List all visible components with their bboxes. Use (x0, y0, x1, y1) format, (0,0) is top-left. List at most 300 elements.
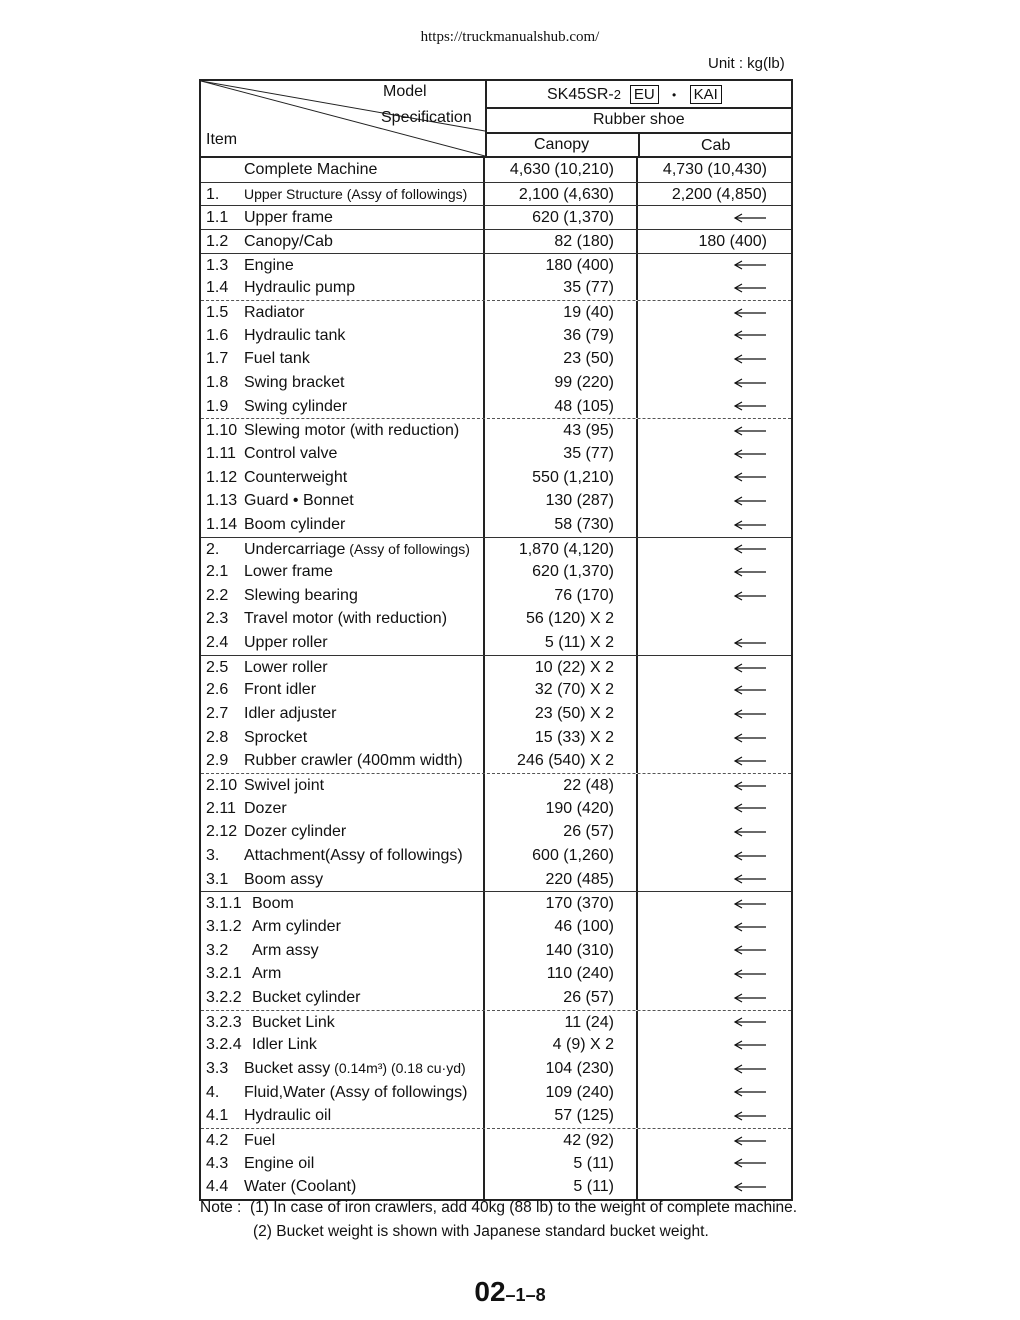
cab-weight (638, 371, 791, 395)
table-row (201, 868, 791, 892)
item-name: Hydraulic oil (244, 1107, 332, 1125)
canopy-weight: 140 (310) (485, 939, 638, 963)
table-row (201, 1152, 791, 1176)
canopy-weight: 35 (77) (485, 442, 638, 466)
item-cell (201, 1057, 485, 1081)
canopy-weight: 4,630 (10,210) (485, 158, 638, 182)
item-number: 2.10 (206, 777, 238, 795)
model-label: Model (383, 83, 427, 100)
canopy-weight: 57 (125) (485, 1104, 638, 1128)
cab-weight (638, 560, 791, 584)
canopy-weight: 550 (1,210) (485, 466, 638, 490)
item-cell (201, 1129, 485, 1152)
table-row (201, 607, 791, 631)
same-as-left-arrow-icon (733, 1017, 767, 1027)
canopy-weight: 10 (22) X 2 (485, 656, 638, 679)
same-as-left-arrow-icon (733, 1087, 767, 1097)
table-row (201, 1081, 791, 1105)
cab-weight (638, 513, 791, 537)
table-row (201, 371, 791, 395)
canopy-weight: 246 (540) X 2 (485, 749, 638, 773)
same-as-left-arrow-icon (733, 544, 767, 554)
table-row (201, 749, 791, 773)
item-number: 2.3 (206, 610, 229, 628)
same-as-left-arrow-icon (733, 330, 767, 340)
cab-weight (638, 868, 791, 892)
item-cell (201, 939, 485, 963)
item-name: Upper roller (244, 634, 328, 652)
shoe-type-label: Rubber shoe (593, 111, 685, 128)
canopy-weight: 43 (95) (485, 419, 638, 442)
same-as-left-arrow-icon (733, 1111, 767, 1121)
table-row (201, 584, 791, 608)
item-cell (201, 986, 485, 1010)
item-cell (201, 1152, 485, 1176)
table-row (201, 797, 791, 821)
cab-weight (638, 678, 791, 702)
same-as-left-arrow-icon (733, 851, 767, 861)
item-cell (201, 1175, 485, 1199)
same-as-left-arrow-icon (733, 308, 767, 318)
same-as-left-arrow-icon (733, 426, 767, 436)
item-name: Hydraulic pump (244, 279, 356, 297)
table-row (201, 844, 791, 868)
item-number: 1.2 (206, 232, 229, 250)
cab-weight (638, 986, 791, 1010)
item-cell (201, 1011, 485, 1034)
table-row (201, 962, 791, 986)
table-row (201, 560, 791, 584)
cab-weight (638, 466, 791, 490)
item-name: Complete Machine (244, 161, 378, 178)
cab-weight (638, 820, 791, 844)
item-name: Radiator (244, 303, 305, 321)
item-name: Slewing motor (with reduction) (244, 422, 460, 440)
same-as-left-arrow-icon (733, 1158, 767, 1168)
canopy-weight: 23 (50) X 2 (485, 702, 638, 726)
canopy-weight: 35 (77) (485, 276, 638, 300)
item-cell (201, 702, 485, 726)
table-row (201, 442, 791, 466)
table-row (201, 276, 791, 300)
item-name: Arm assy (252, 941, 319, 959)
item-number: 2.12 (206, 823, 238, 841)
note-line-2: (2) Bucket weight is shown with Japanese standard bucket weight. (253, 1223, 709, 1240)
canopy-weight: 5 (11) (485, 1152, 638, 1176)
item-number: 2.6 (206, 681, 229, 699)
cab-weight (638, 301, 791, 324)
item-name: Engine (244, 256, 294, 274)
same-as-left-arrow-icon (733, 591, 767, 601)
cab-weight (638, 774, 791, 797)
cab-weight (638, 656, 791, 679)
table-body (199, 156, 793, 1201)
canopy-weight: 620 (1,370) (485, 206, 638, 229)
item-name: Swivel joint (244, 777, 325, 795)
table-row (201, 915, 791, 939)
canopy-weight: 56 (120) X 2 (485, 607, 638, 631)
item-name: Arm cylinder (252, 918, 341, 935)
item-name: Fuel (244, 1131, 276, 1149)
same-as-left-arrow-icon (733, 449, 767, 459)
item-cell (201, 678, 485, 702)
item-number: 1.9 (206, 397, 229, 415)
same-as-left-arrow-icon (733, 945, 767, 955)
item-number: 3.2 (206, 941, 229, 959)
table-row (201, 300, 791, 324)
item-cell (201, 820, 485, 844)
same-as-left-arrow-icon (733, 827, 767, 837)
item-name-note: (0.14m³) (0.18 cu·yd) (330, 1059, 466, 1076)
canopy-weight: 76 (170) (485, 584, 638, 608)
cab-weight (638, 347, 791, 371)
same-as-left-arrow-icon (733, 874, 767, 884)
item-cell (201, 395, 485, 419)
item-number: 1.10 (206, 422, 238, 440)
cab-weight (638, 324, 791, 348)
item-number: 2.9 (206, 752, 229, 770)
same-as-left-arrow-icon (733, 567, 767, 577)
cab-weight (638, 442, 791, 466)
item-number: 1.5 (206, 303, 229, 321)
item-number: 4.1 (206, 1107, 229, 1125)
same-as-left-arrow-icon (733, 969, 767, 979)
item-cell (201, 656, 485, 679)
canopy-weight: 46 (100) (485, 915, 638, 939)
same-as-left-arrow-icon (733, 1136, 767, 1146)
table-row (201, 726, 791, 750)
weight-table (199, 79, 793, 1201)
table-row (201, 702, 791, 726)
cab-weight: 180 (400) (698, 232, 767, 250)
cab-weight (638, 749, 791, 773)
item-name: Dozer (244, 799, 287, 817)
table-row (201, 253, 791, 277)
same-as-left-arrow-icon (733, 781, 767, 791)
item-name: Counterweight (244, 468, 348, 486)
item-name: Lower roller (244, 658, 328, 676)
canopy-weight: 19 (40) (485, 301, 638, 324)
canopy-weight: 110 (240) (485, 962, 638, 986)
item-number: 3.2.1 (206, 965, 242, 983)
item-name: Slewing bearing (244, 586, 358, 604)
canopy-weight: 99 (220) (485, 371, 638, 395)
item-cell (201, 749, 485, 773)
canopy-weight: 2,100 (4,630) (485, 183, 638, 206)
table-row (201, 1010, 791, 1034)
specification-label: Specification (381, 109, 472, 126)
item-number: 2.11 (206, 799, 236, 817)
canopy-weight: 1,870 (4,120) (485, 538, 638, 561)
same-as-left-arrow-icon (733, 1064, 767, 1074)
cab-weight (638, 206, 791, 229)
canopy-weight: 58 (730) (485, 513, 638, 537)
item-number: 1.1 (206, 209, 229, 227)
item-cell (201, 254, 485, 277)
item-name: Swing cylinder (244, 397, 348, 415)
item-cell (201, 466, 485, 490)
cab-weight (638, 538, 791, 561)
table-row (201, 182, 791, 206)
table-header (199, 79, 793, 156)
canopy-weight: 36 (79) (485, 324, 638, 348)
cab-weight (638, 607, 791, 631)
region-kai-badge: KAI (690, 85, 722, 104)
item-number: 3.2.2 (206, 988, 242, 1006)
item-cell (201, 1081, 485, 1105)
item-name: Bucket assy (244, 1059, 331, 1077)
note-line-1: Note : (1) In case of iron crawlers, add 40kg (88 lb) to the weight of complete machine. (200, 1199, 798, 1216)
item-cell (201, 538, 485, 561)
canopy-weight: 180 (400) (485, 254, 638, 277)
same-as-left-arrow-icon (733, 354, 767, 364)
item-cell (201, 347, 485, 371)
table-row (201, 513, 791, 537)
model-name: SK45SR-2 EU • KAI (547, 86, 722, 104)
item-name: Guard • Bonnet (244, 492, 354, 510)
cab-weight (638, 1011, 791, 1034)
same-as-left-arrow-icon (733, 685, 767, 695)
canopy-weight: 5 (11) (485, 1175, 638, 1199)
cab-weight (638, 419, 791, 442)
item-number: 3.2.3 (206, 1013, 242, 1031)
item-name: Undercarriage (244, 540, 346, 558)
page-number: 02–1–8 (474, 1276, 546, 1307)
same-as-left-arrow-icon (733, 663, 767, 673)
item-name: Idler adjuster (244, 705, 337, 723)
cab-weight (638, 254, 791, 277)
same-as-left-arrow-icon (733, 922, 767, 932)
item-name: Boom cylinder (244, 515, 346, 533)
item-name: Bucket cylinder (252, 988, 361, 1006)
cab-weight (638, 844, 791, 868)
item-cell (201, 276, 485, 300)
same-as-left-arrow-icon (733, 803, 767, 813)
same-as-left-arrow-icon (733, 401, 767, 411)
table-row (201, 1128, 791, 1152)
item-number: 1.7 (206, 350, 229, 368)
canopy-weight: 23 (50) (485, 347, 638, 371)
item-name: Upper frame (244, 209, 333, 227)
item-cell (201, 230, 485, 253)
same-as-left-arrow-icon (733, 213, 767, 223)
table-row (201, 655, 791, 679)
item-number: 1.6 (206, 326, 229, 344)
item-name: Idler Link (252, 1036, 317, 1054)
item-number: 4.2 (206, 1131, 229, 1149)
item-name: Sprocket (244, 728, 308, 746)
canopy-weight: 600 (1,260) (485, 844, 638, 868)
item-cell (201, 419, 485, 442)
item-cell (201, 915, 485, 939)
cab-weight (638, 1033, 791, 1057)
cab-weight (638, 1081, 791, 1105)
item-name: Front idler (244, 681, 317, 699)
item-number: 2.8 (206, 728, 229, 746)
same-as-left-arrow-icon (733, 993, 767, 1003)
item-name: Boom (252, 895, 294, 913)
item-name: Engine oil (244, 1154, 315, 1172)
table-row (201, 1104, 791, 1128)
item-name: Bucket Link (252, 1013, 335, 1031)
canopy-weight: 82 (180) (485, 230, 638, 253)
item-cell (201, 584, 485, 608)
item-cell (201, 1033, 485, 1057)
canopy-weight: 11 (24) (485, 1011, 638, 1034)
cab-weight (638, 1175, 791, 1199)
item-cell (201, 442, 485, 466)
item-name: Hydraulic tank (244, 326, 346, 344)
cab-weight (638, 797, 791, 821)
item-number: 1.13 (206, 492, 238, 510)
item-number: 1.12 (206, 468, 238, 486)
table-row (201, 773, 791, 797)
region-eu-badge: EU (630, 85, 659, 104)
canopy-weight: 104 (230) (485, 1057, 638, 1081)
item-cell (201, 607, 485, 631)
item-cell (201, 158, 485, 182)
table-row (201, 1057, 791, 1081)
item-number: 2.2 (206, 586, 229, 604)
canopy-column-header: Canopy (534, 136, 590, 153)
source-url: https://truckmanualshub.com/ (420, 29, 600, 45)
same-as-left-arrow-icon (733, 899, 767, 909)
cab-weight (638, 939, 791, 963)
item-cell (201, 206, 485, 229)
item-number: 3.3 (206, 1059, 229, 1077)
canopy-weight: 22 (48) (485, 774, 638, 797)
cab-weight (638, 395, 791, 419)
table-row (201, 1175, 791, 1199)
item-name: Swing bracket (244, 373, 345, 391)
same-as-left-arrow-icon (733, 638, 767, 648)
table-row (201, 229, 791, 253)
canopy-weight: 32 (70) X 2 (485, 678, 638, 702)
canopy-weight: 190 (420) (485, 797, 638, 821)
item-name-note: (Assy of followings) (345, 540, 470, 557)
item-number: 2.1 (206, 563, 229, 581)
item-name: Upper Structure (Assy of followings) (244, 185, 468, 202)
item-name: Attachment(Assy of followings) (244, 847, 463, 865)
canopy-weight: 220 (485) (485, 868, 638, 892)
table-row (201, 205, 791, 229)
same-as-left-arrow-icon (733, 733, 767, 743)
item-cell (201, 301, 485, 324)
canopy-weight: 109 (240) (485, 1081, 638, 1105)
table-row (201, 395, 791, 419)
item-number: 1.11 (206, 444, 236, 462)
cab-column-header: Cab (701, 137, 731, 154)
cab-weight (638, 1152, 791, 1176)
cab-weight (638, 1104, 791, 1128)
item-name: Fluid,Water (Assy of followings) (244, 1083, 468, 1101)
cab-weight (638, 962, 791, 986)
item-name: Water (Coolant) (244, 1178, 357, 1196)
item-name: Travel motor (with reduction) (244, 610, 448, 628)
canopy-weight: 26 (57) (485, 820, 638, 844)
item-cell (201, 513, 485, 537)
item-name: Lower frame (244, 563, 333, 581)
cab-weight (638, 489, 791, 513)
cab-weight (638, 702, 791, 726)
item-number: 3.1.1 (206, 895, 242, 913)
same-as-left-arrow-icon (733, 1182, 767, 1192)
canopy-weight: 26 (57) (485, 986, 638, 1010)
item-number: 2.4 (206, 634, 229, 652)
item-cell (201, 631, 485, 655)
item-number: 3.1 (206, 870, 229, 888)
table-row (201, 537, 791, 561)
item-cell (201, 892, 485, 915)
canopy-weight: 130 (287) (485, 489, 638, 513)
unit-label: Unit : kg(lb) (708, 55, 785, 72)
canopy-weight: 48 (105) (485, 395, 638, 419)
canopy-weight: 620 (1,370) (485, 560, 638, 584)
item-cell (201, 868, 485, 892)
table-row (201, 939, 791, 963)
table-row (201, 489, 791, 513)
table-row (201, 631, 791, 655)
item-cell (201, 371, 485, 395)
canopy-weight: 170 (370) (485, 892, 638, 915)
same-as-left-arrow-icon (733, 496, 767, 506)
same-as-left-arrow-icon (733, 1040, 767, 1050)
table-row (201, 820, 791, 844)
table-row (201, 324, 791, 348)
item-number: 4.3 (206, 1154, 229, 1172)
item-name: Boom assy (244, 870, 324, 888)
item-number: 4.4 (206, 1178, 229, 1196)
item-cell (201, 962, 485, 986)
item-number: 3.1.2 (206, 918, 242, 935)
canopy-weight: 5 (11) X 2 (485, 631, 638, 655)
item-number: 1.14 (206, 515, 238, 533)
item-name: Canopy/Cab (244, 232, 333, 250)
cab-weight (638, 726, 791, 750)
item-number: 3. (206, 847, 220, 865)
item-cell (201, 489, 485, 513)
same-as-left-arrow-icon (733, 472, 767, 482)
item-number: 3.2.4 (206, 1036, 242, 1054)
canopy-weight: 42 (92) (485, 1129, 638, 1152)
table-row (201, 678, 791, 702)
item-number: 2. (206, 540, 220, 558)
same-as-left-arrow-icon (733, 756, 767, 766)
item-cell (201, 726, 485, 750)
item-name: Arm (252, 965, 282, 983)
same-as-left-arrow-icon (733, 520, 767, 530)
item-cell (201, 324, 485, 348)
same-as-left-arrow-icon (733, 283, 767, 293)
table-row (201, 891, 791, 915)
table-row (201, 1033, 791, 1057)
item-number: 1.3 (206, 256, 229, 274)
item-name: Control valve (244, 444, 338, 462)
cab-weight (638, 1057, 791, 1081)
item-number: 4. (206, 1083, 220, 1101)
item-number: 2.5 (206, 658, 229, 676)
item-cell (201, 844, 485, 868)
item-cell (201, 797, 485, 821)
cab-weight (638, 1129, 791, 1152)
item-cell (201, 774, 485, 797)
cab-weight: 4,730 (10,430) (662, 161, 767, 178)
table-row (201, 158, 791, 182)
item-label: Item (206, 131, 238, 148)
item-number: 1.4 (206, 279, 229, 297)
item-name: Rubber crawler (400mm width) (244, 752, 463, 770)
table-row (201, 347, 791, 371)
